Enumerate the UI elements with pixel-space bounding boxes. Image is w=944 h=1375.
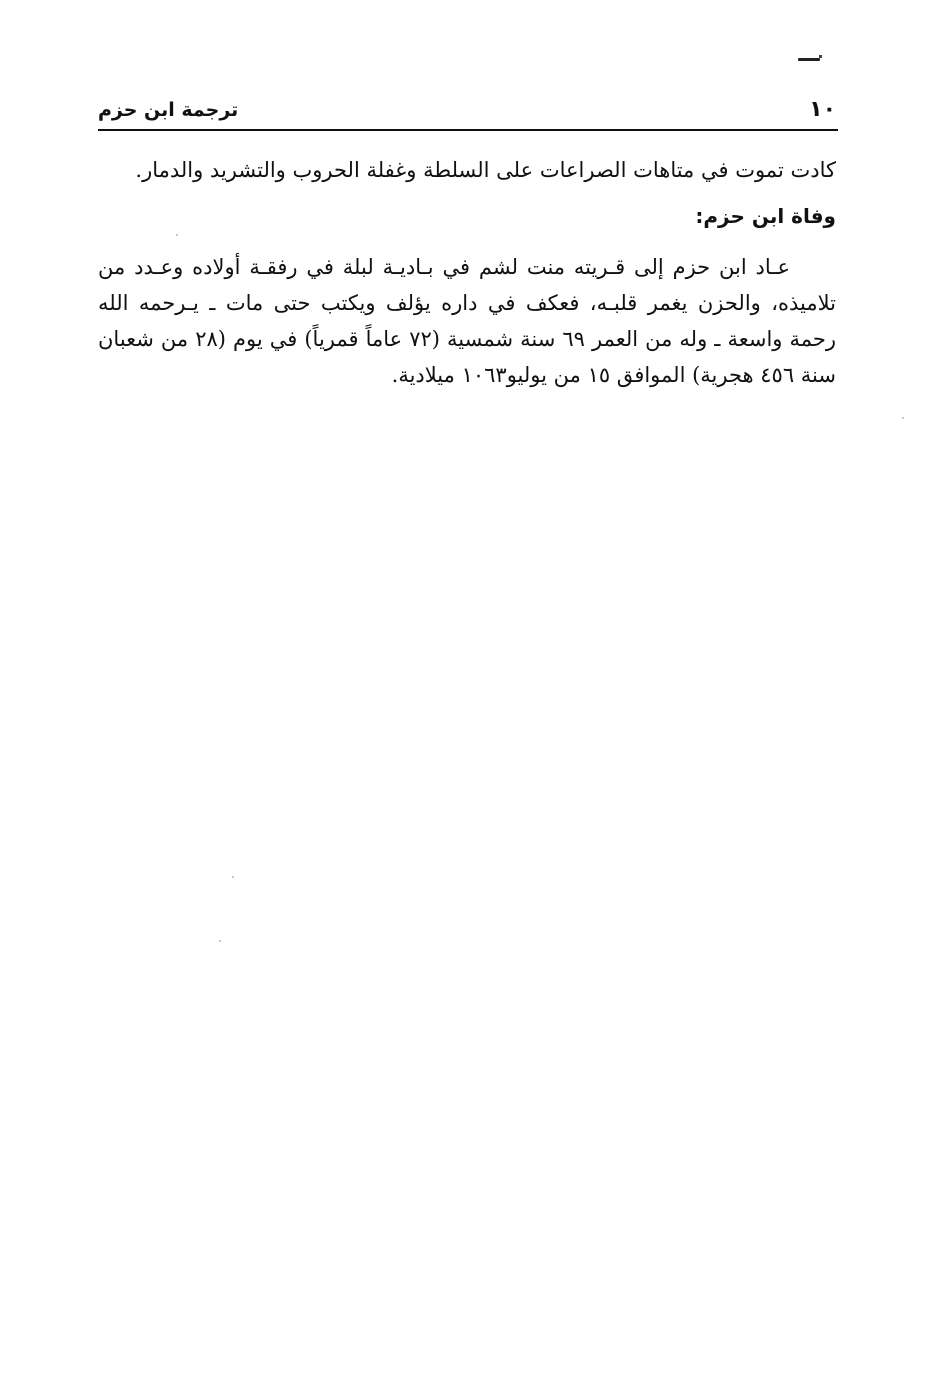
running-title: ترجمة ابن حزم: [98, 99, 239, 121]
scan-speck: [176, 234, 178, 236]
intro-paragraph: كادت تموت في متاهات الصراعات على السلطة وغفلة الحروب والتشريد والدمار.: [135, 158, 836, 182]
scan-speck: [902, 417, 904, 419]
page-content: [98, 152, 836, 393]
body-paragraph: عـاد ابن حزم إلى قـريته منت لشم في بـاديـة لبلة في رفقـة أولاده وعـدد من تلاميذه، والحزن يغمر قلبـه، فعكف في داره يؤلف ويكتب حتى مات ـ يـرحمه الله رحمة واسعة ـ وله من العمر ٦٩ سنة شمسية (٧٢ عاماً قمرياً) في يوم (٢٨ من شعبان سنة ٤٥٦ هجرية) الموافق ١٥ من يوليو١٠٦٣ ميلادية.: [98, 255, 836, 387]
header-rule: [98, 129, 838, 131]
scan-speck: [219, 940, 221, 942]
page-header: [98, 94, 836, 124]
scan-speck: [232, 876, 234, 878]
page-number: ١٠: [809, 97, 836, 122]
corner-print-mark: [798, 58, 820, 61]
section-heading: وفاة ابن حزم:: [695, 204, 836, 228]
